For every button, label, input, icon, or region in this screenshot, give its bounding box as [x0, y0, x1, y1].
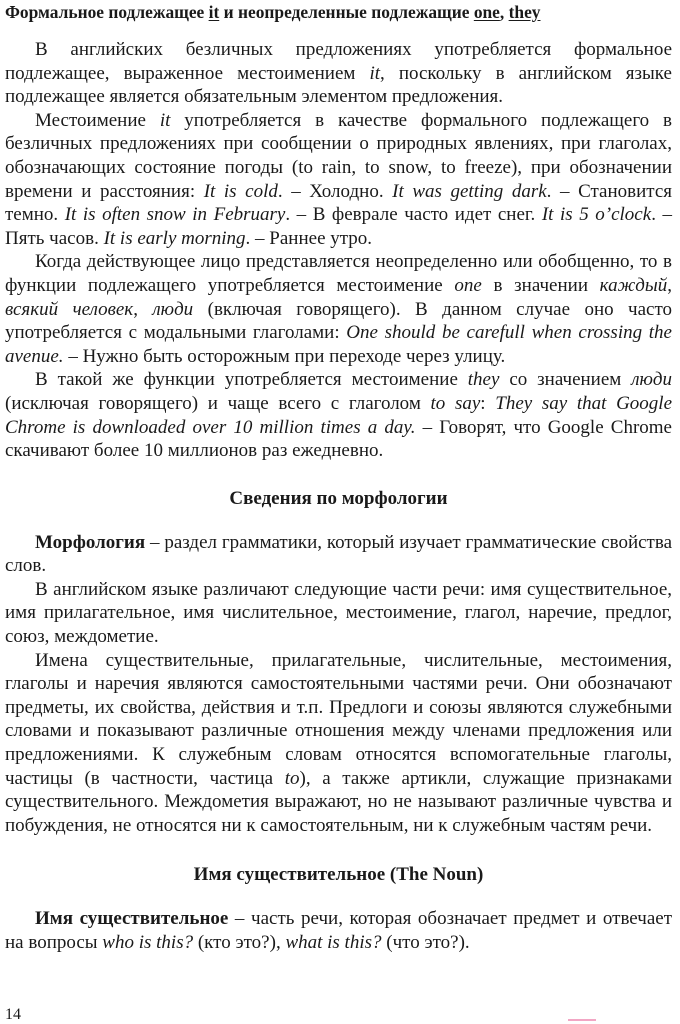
- italic-text: люди: [152, 298, 194, 320]
- italic-text: it: [159, 109, 171, 131]
- text: ,: [667, 274, 672, 296]
- paragraph-word-classes: [5, 649, 672, 838]
- title-they: they: [508, 2, 541, 22]
- decorative-mark: [568, 1019, 596, 1021]
- section-title: [5, 0, 672, 23]
- italic-example: It is often snow in February: [64, 204, 286, 226]
- heading-noun: Имя существительное (The Noun): [193, 864, 484, 886]
- paragraph-morphology-definition: [5, 531, 672, 578]
- text: со значением: [499, 369, 632, 391]
- text: (исключая говорящего) и чаще всего с глаголом: [5, 392, 431, 414]
- text: (что это?).: [381, 932, 470, 953]
- italic-text: to: [284, 767, 300, 789]
- italic-text: люди: [631, 369, 672, 391]
- text: в значении: [481, 274, 600, 296]
- italic-text: to say: [430, 392, 481, 414]
- text: , поскольку в английском языке подлежащее является обязательным элементом предложения.: [5, 62, 672, 108]
- text: Местоимение: [35, 109, 160, 131]
- text: В такой же функции употребляется местоимение: [35, 369, 468, 391]
- page-number: 14: [5, 1006, 21, 1023]
- text: . – В феврале часто идет снег.: [285, 204, 542, 226]
- italic-example: It is cold: [203, 180, 278, 202]
- italic-example: They say that Google Chrome is downloaded over 10 million times a day.: [5, 392, 673, 438]
- text: . – Пять часов.: [5, 204, 672, 249]
- text: В английских безличных предложениях употребляется формальное подлежащее, выраженное местоимением: [5, 39, 672, 84]
- title-comma: ,: [499, 2, 509, 22]
- italic-text: всякий человек: [5, 298, 134, 320]
- text: ,: [133, 298, 153, 320]
- text: употребляется в качестве формального подлежащего в безличных предложениях при сообщении о природных явлениях, при глаголах, обозначающих состояние погоды (to rain, to snow, to freeze), при обозначении времени и расстояния:: [5, 109, 672, 202]
- text: – часть речи, которая обозначает предмет и отвечает на вопросы: [5, 908, 672, 953]
- text: – Говорят, что Google Chrome скачивают более 10 миллионов раз ежедневно.: [5, 416, 672, 462]
- paragraph-pronoun-one: [5, 250, 672, 368]
- italic-text: каждый: [599, 274, 668, 296]
- bold-term: Имя существительное: [35, 908, 229, 930]
- text: . – Холодно.: [277, 180, 393, 202]
- italic-text: one: [454, 274, 482, 296]
- italic-example: It was getting dark: [392, 180, 547, 202]
- title-text: и неопределенные подлежащие: [219, 2, 474, 22]
- text: (кто это?),: [193, 932, 286, 953]
- italic-example: It is early morning: [103, 227, 246, 249]
- bold-term: Морфология: [35, 531, 146, 553]
- paragraph-parts-of-speech: В английском языке различают следующие части речи: имя существительное, имя прилагательное, имя числительное, местоимение, глагол, наречие, предлог, союз, междометие.: [5, 578, 672, 648]
- italic-question: what is this?: [285, 932, 382, 953]
- text: – Нужно быть осторожным при переходе через улицу.: [63, 345, 506, 367]
- italic-question: who is this?: [102, 932, 194, 953]
- paragraph-formal-subject: [5, 38, 672, 109]
- italic-text: it: [369, 62, 381, 84]
- paragraph-pronoun-it: [5, 109, 672, 251]
- text: :: [480, 392, 496, 414]
- text: . – Раннее утро.: [245, 227, 373, 249]
- text: (включая говорящего). В данном случае оно часто употребляется с модальными глаголами:: [5, 298, 673, 344]
- italic-text: they: [467, 369, 500, 391]
- text: . – Становится темно.: [5, 180, 672, 226]
- title-one: one: [473, 2, 500, 22]
- italic-example: One should be carefull when crossing the avenue.: [5, 322, 672, 367]
- title-it: it: [208, 2, 220, 22]
- paragraph-pronoun-they: [5, 368, 672, 462]
- document-page: [5, 0, 672, 955]
- text: – раздел грамматики, который изучает грамматические свойства слов.: [5, 531, 672, 577]
- text: Когда действующее лицо представляется неопределенно или обобщенно, то в функции подлежащего употребляется местоимение: [5, 251, 672, 296]
- paragraph-noun-definition: [5, 907, 672, 954]
- heading-morphology: Сведения по морфологии: [229, 487, 448, 509]
- italic-example: It is 5 o’clock: [541, 204, 652, 226]
- text: ), а также артикли, служащие признаками существительного. Междометия выражают, но не называют различные чувства и побуждения, не относятся ни к самостоятельным, ни к служебным частям речи.: [5, 767, 672, 836]
- title-text: Формальное подлежащее: [5, 2, 209, 22]
- text: Имена существительные, прилагательные, числительные, местоимения, глаголы и наречия являются самостоятельными частями речи. Они обозначают предметы, их свойства, действия и т.п. Предлоги и союзы являются служебными словами и показывают различные отношения между членами предложения или предложениями. К служебным словам относятся вспомогательные глаголы, частицы (в частности, частица: [5, 649, 672, 789]
